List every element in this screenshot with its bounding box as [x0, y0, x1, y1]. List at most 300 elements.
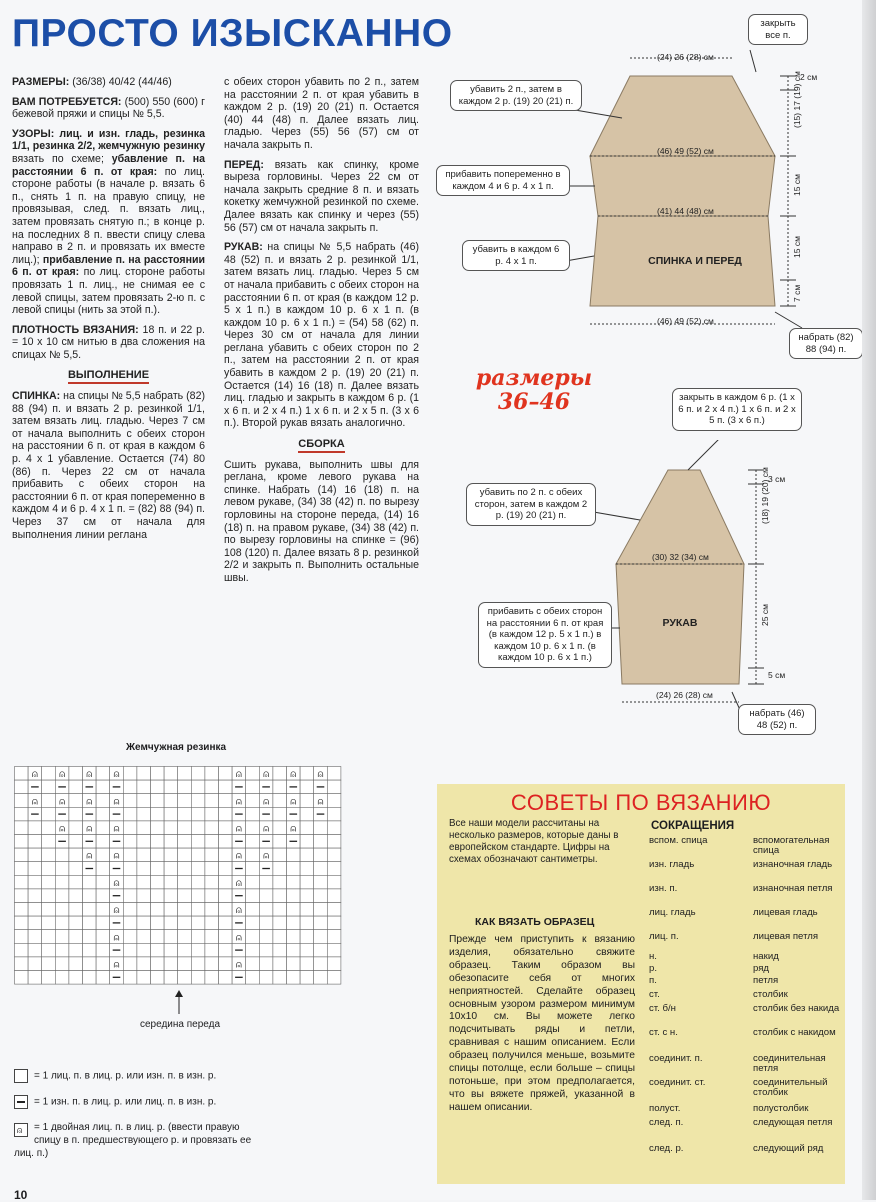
- chart-cell: [246, 848, 260, 862]
- chart-cell: [246, 767, 260, 781]
- chart-cell: [42, 889, 56, 903]
- knit-symbol-icon: [14, 1069, 28, 1083]
- chart-cell: [287, 930, 301, 944]
- chart-cell: [83, 943, 97, 957]
- abbr-short: след. п.: [649, 1117, 684, 1128]
- chart-cell: [287, 875, 301, 889]
- chart-cell: [246, 916, 260, 930]
- callout-pointer: [688, 440, 720, 470]
- chart-cell: [164, 780, 178, 794]
- double-knit-symbol-icon: ⍝: [263, 769, 270, 781]
- chart-cell: [178, 767, 192, 781]
- back-continuation-paragraph: с обеих сторон убавить по 2 п., затем на расстоянии 2 п. от края убавить в каждом 2 р. (19) 20 (21) п. Остается (40) 44 (48) п. Далее вязать лиц. гладью. Через (55) 56 (57) см от начала закрыть п.: [224, 76, 419, 151]
- body-height-low: 15 см: [792, 236, 802, 258]
- chart-cell: [137, 971, 151, 985]
- chart-cell: [178, 862, 192, 876]
- sizes-banner-line2: 36–46: [497, 389, 571, 415]
- chart-cell: [327, 780, 341, 794]
- chart-cell: [55, 848, 69, 862]
- chart-cell: [151, 794, 165, 808]
- double-knit-symbol-icon: ⍝: [113, 959, 120, 971]
- double-knit-symbol-icon: ⍝: [86, 850, 93, 862]
- chart-cell: [300, 821, 314, 835]
- sleeve-cap-shape: [616, 470, 744, 564]
- abbr-full: столбик с накидом: [753, 1027, 836, 1038]
- chart-center-label: середина переда: [140, 1019, 221, 1030]
- abbr-full: следующая петля: [753, 1117, 833, 1128]
- legend-double: ⍝ = 1 двойная лиц. п. в лиц. р. (ввести правую спицу в п. предшествующего р. и провязать ее лиц. п.): [14, 1122, 252, 1159]
- sleeve-width: (30) 32 (34) см: [652, 552, 709, 562]
- chart-cell: [69, 916, 83, 930]
- double-knit-symbol-icon: ⍝: [31, 769, 38, 781]
- abbr-full: ряд: [753, 963, 770, 974]
- chart-cell: [314, 875, 328, 889]
- chart-cell: [137, 903, 151, 917]
- chart-cell: [205, 794, 219, 808]
- chart-cell: [178, 848, 192, 862]
- abbr-full: следующий ряд: [753, 1143, 824, 1154]
- chart-cell: [15, 848, 29, 862]
- chart-cell: [137, 862, 151, 876]
- chart-cell: [191, 875, 205, 889]
- execution-heading: ВЫПОЛНЕНИЕ: [12, 369, 205, 382]
- chart-cell: [327, 903, 341, 917]
- chart-cell: [96, 957, 110, 971]
- chart-cell: [191, 889, 205, 903]
- chart-cell: [287, 957, 301, 971]
- chart-cell: [327, 957, 341, 971]
- chart-cell: [55, 903, 69, 917]
- chart-cell: [300, 889, 314, 903]
- chart-cell: [42, 807, 56, 821]
- body-yoke-shape: [590, 76, 775, 156]
- chart-cell: [42, 943, 56, 957]
- chart-cell: [259, 903, 273, 917]
- chart-cell: [178, 889, 192, 903]
- chart-cell: [15, 903, 29, 917]
- tips-intro: Все наши модели рассчитаны на несколько размеров, которые даны в европейском стандарте. Цифры на схемах обозначают сантиметры.: [449, 818, 619, 865]
- callout-pointer: [775, 312, 802, 328]
- double-knit-symbol-icon: ⍝: [235, 959, 242, 971]
- chart-cell: [96, 903, 110, 917]
- double-knit-symbol-icon: ⍝: [290, 769, 297, 781]
- double-knit-symbol-icon: ⍝: [113, 877, 120, 889]
- sleeve-callout-close: закрыть в каждом 6 р. (1 x 6 п. и 2 x 4 п.) 1 x 6 п. и 2 x 5 п. (3 x 6 п.): [672, 388, 802, 431]
- body-panel-label: СПИНКА И ПЕРЕД: [648, 255, 742, 267]
- chart-cell: [69, 889, 83, 903]
- chart-cell: [96, 767, 110, 781]
- chart-cell: [205, 930, 219, 944]
- chart-cell: [15, 943, 29, 957]
- chart-cell: [300, 807, 314, 821]
- chart-cell: [327, 862, 341, 876]
- chart-cell: [137, 875, 151, 889]
- double-knit-symbol-icon: ⍝: [113, 850, 120, 862]
- chart-cell: [300, 943, 314, 957]
- chart-cell: [273, 957, 287, 971]
- abbr-heading: СОКРАЩЕНИЯ: [651, 820, 735, 832]
- body-callout-caston: набрать (82) 88 (94) п.: [789, 328, 863, 359]
- chart-cell: [83, 971, 97, 985]
- chart-cell: [55, 875, 69, 889]
- body-bottom-width: (46) 49 (52) см: [657, 316, 714, 326]
- chart-cell: [123, 957, 137, 971]
- chart-cell: [327, 767, 341, 781]
- double-knit-symbol-icon: ⍝: [235, 877, 242, 889]
- chart-cell: [205, 889, 219, 903]
- chart-cell: [314, 848, 328, 862]
- chart-cell: [219, 916, 233, 930]
- chart-cell: [259, 971, 273, 985]
- chart-cell: [219, 971, 233, 985]
- instructions-left-column: [12, 76, 205, 548]
- chart-cell: [123, 971, 137, 985]
- legend-purl: = 1 изн. п. в лиц. р. или лиц. п. в изн. р.: [14, 1095, 216, 1109]
- abbr-short: полуст.: [649, 1103, 681, 1114]
- body-callout-raglan: убавить 2 п., затем в каждом 2 р. (19) 20 (21) п.: [450, 80, 582, 111]
- body-callout-close: закрыть все п.: [748, 14, 808, 45]
- body-callout-increase: прибавить попеременно в каждом 4 и 6 р. 4 x 1 п.: [436, 165, 570, 196]
- sleeve-panel-label: РУКАВ: [662, 617, 698, 629]
- chart-cell: [178, 780, 192, 794]
- chart-cell: [42, 930, 56, 944]
- abbr-short: соединит. ст.: [649, 1077, 706, 1088]
- chart-cell: [191, 903, 205, 917]
- chart-cell: [219, 903, 233, 917]
- chart-cell: [137, 835, 151, 849]
- chart-cell: [96, 862, 110, 876]
- chart-cell: [96, 848, 110, 862]
- chart-cell: [219, 930, 233, 944]
- chart-cell: [69, 903, 83, 917]
- chart-cell: [178, 807, 192, 821]
- chart-cell: [273, 807, 287, 821]
- chart-cell: [246, 835, 260, 849]
- chart-cell: [42, 780, 56, 794]
- chart-cell: [287, 862, 301, 876]
- chart-cell: [42, 916, 56, 930]
- abbr-short: ст.: [649, 989, 660, 1000]
- chart-cell: [28, 875, 42, 889]
- sleeve-height-raglan: (18) 19 (20) см: [760, 467, 770, 524]
- chart-cell: [83, 916, 97, 930]
- chart-cell: [205, 903, 219, 917]
- double-knit-symbol-icon: ⍝: [113, 905, 120, 917]
- sleeve-bottom-width: (24) 26 (28) см: [656, 690, 713, 700]
- abbr-short: ст. б/н: [649, 1003, 676, 1014]
- chart-cell: [164, 767, 178, 781]
- chart-cell: [273, 916, 287, 930]
- abbr-full: лицевая гладь: [753, 907, 818, 918]
- chart-cell: [219, 862, 233, 876]
- chart-cell: [219, 957, 233, 971]
- chart-cell: [205, 862, 219, 876]
- stitch-chart: [14, 766, 344, 988]
- chart-cell: [314, 930, 328, 944]
- chart-cell: [327, 794, 341, 808]
- chart-cell: [42, 835, 56, 849]
- chart-cell: [151, 930, 165, 944]
- double-knit-symbol-icon: ⍝: [235, 796, 242, 808]
- chart-cell: [15, 916, 29, 930]
- assembly-paragraph: Сшить рукава, выполнить швы для реглана, кроме левого рукава на спинке. Набрать (14) 16 (18) п. на левом рукаве, (34) 38 (42) п. по вырезу горловины на стороне переда, (14) 16 (18) п. на правом рукаве, (34) 38 (42) п. по вырезу горловины на спинке = (96) 108 (120) п. Далее вязать 8 р. резинкой 2/2 и закрыть п. Выполнить остальные швы.: [224, 458, 419, 584]
- materials-paragraph: ВАМ ПОТРЕБУЕТСЯ: (500) 550 (600) г бежевой пряжи и спицы № 5,5.: [12, 95, 205, 121]
- chart-cell: [178, 971, 192, 985]
- abbr-full: изнаночная гладь: [753, 859, 833, 870]
- chart-cell: [55, 930, 69, 944]
- chart-cell: [137, 821, 151, 835]
- chart-cell: [55, 943, 69, 957]
- chart-cell: [178, 930, 192, 944]
- chart-cell: [15, 889, 29, 903]
- chart-cell: [246, 903, 260, 917]
- chart-cell: [164, 821, 178, 835]
- chart-cell: [191, 794, 205, 808]
- chart-cell: [246, 780, 260, 794]
- chart-cell: [205, 943, 219, 957]
- chart-cell: [15, 875, 29, 889]
- tips-howto-heading: КАК ВЯЗАТЬ ОБРАЗЕЦ: [475, 916, 595, 928]
- chart-cell: [191, 916, 205, 930]
- chart-cell: [273, 862, 287, 876]
- chart-cell: [259, 957, 273, 971]
- chart-cell: [287, 943, 301, 957]
- abbr-full: накид: [753, 951, 779, 962]
- chart-cell: [137, 780, 151, 794]
- chart-cell: [287, 971, 301, 985]
- chart-cell: [55, 862, 69, 876]
- chart-cell: [259, 889, 273, 903]
- abbr-short: след. р.: [649, 1143, 684, 1154]
- chart-cell: [300, 916, 314, 930]
- chart-cell: [178, 903, 192, 917]
- chart-cell: [123, 821, 137, 835]
- abbr-short: лиц. п.: [649, 931, 679, 942]
- chart-cell: [151, 767, 165, 781]
- chart-cell: [178, 821, 192, 835]
- chart-cell: [246, 794, 260, 808]
- chart-cell: [137, 807, 151, 821]
- chart-cell: [273, 835, 287, 849]
- chart-cell: [219, 943, 233, 957]
- chart-cell: [83, 957, 97, 971]
- chart-cell: [151, 862, 165, 876]
- chart-cell: [151, 916, 165, 930]
- chart-cell: [314, 889, 328, 903]
- chart-cell: [123, 916, 137, 930]
- page-title: ПРОСТО ИЗЫСКАННО: [12, 12, 453, 55]
- chart-cell: [151, 835, 165, 849]
- chart-cell: [191, 807, 205, 821]
- chart-cell: [69, 821, 83, 835]
- chart-cell: [205, 821, 219, 835]
- chart-cell: [327, 889, 341, 903]
- tips-howto-text: Прежде чем приступить к вязанию изделия, обязательно свяжите образец. Таким образом вы обезопасите себя от многих неприятностей. Сделайте образец основным узором размером минимум 10x10 см. Вы можете легко подсчитывать ряды и петли, сравнивая с нашим описанием. Если образец получился меньше, возьмите спицы потолще, если больше – спицы потоньше, при этом предполагается, что вы вяжете пряжей, указанной в нашем описании.: [449, 934, 635, 1113]
- chart-cell: [300, 780, 314, 794]
- chart-cell: [178, 957, 192, 971]
- double-knit-symbol-icon: ⍝: [113, 932, 120, 944]
- double-knit-symbol-icon: ⍝: [263, 850, 270, 862]
- chart-cell: [137, 916, 151, 930]
- page-edge: [862, 0, 876, 1200]
- chart-cell: [151, 943, 165, 957]
- chart-cell: [178, 794, 192, 808]
- chart-cell: [219, 875, 233, 889]
- abbr-short: р.: [649, 963, 658, 974]
- chart-cell: [164, 971, 178, 985]
- chart-cell: [151, 957, 165, 971]
- sleeve-height-bottom: 5 см: [768, 670, 786, 680]
- chart-cell: [164, 794, 178, 808]
- chart-cell: [83, 930, 97, 944]
- chart-cell: [42, 862, 56, 876]
- chart-cell: [314, 916, 328, 930]
- chart-cell: [83, 903, 97, 917]
- chart-cell: [259, 875, 273, 889]
- chart-cell: [178, 835, 192, 849]
- abbr-full: лицевая петля: [753, 931, 819, 942]
- double-knit-symbol-icon: ⍝: [86, 796, 93, 808]
- chart-cell: [123, 903, 137, 917]
- chart-cell: [273, 889, 287, 903]
- chart-cell: [273, 971, 287, 985]
- chart-cell: [219, 835, 233, 849]
- chart-cell: [96, 780, 110, 794]
- chart-cell: [69, 957, 83, 971]
- chart-cell: [327, 835, 341, 849]
- chart-cell: [164, 862, 178, 876]
- chart-cell: [205, 835, 219, 849]
- chart-cell: [137, 889, 151, 903]
- tips-box: [437, 784, 845, 1184]
- chart-cell: [300, 875, 314, 889]
- chart-cell: [42, 794, 56, 808]
- chart-cell: [42, 821, 56, 835]
- patterns-paragraph: УЗОРЫ: лиц. и изн. гладь, резинка 1/1, резинка 2/2, жемчужную резинку вязать по схеме; убавление п. на расстоянии 6 п. от края: по лиц. стороне работы (в начале р. вязать 6 п., снять 1 п. на правую спицу, не провязывая, след. п. вязать лиц., затем провязать снятую п.; в конце р. на последних 8 п. ввести спицу слева направо в 2 п. и провязать их вместе лиц.); прибавление п. на расстоянии 6 п. от края: по лиц. стороне работы провязать 1 п. лиц., не снимая ее с левой спицы, затем провязать 2-ю п. с левой спицы (нить за этой п.).: [12, 127, 206, 317]
- abbr-full: полустолбик: [753, 1103, 809, 1114]
- chart-cell: [15, 957, 29, 971]
- abbr-full: петля: [753, 975, 779, 986]
- chart-cell: [300, 930, 314, 944]
- chart-cell: [96, 889, 110, 903]
- chart-cell: [205, 916, 219, 930]
- chart-cell: [28, 835, 42, 849]
- chart-cell: [42, 903, 56, 917]
- chart-cell: [69, 807, 83, 821]
- chart-cell: [219, 767, 233, 781]
- chart-cell: [273, 794, 287, 808]
- chart-cell: [273, 780, 287, 794]
- chart-cell: [273, 821, 287, 835]
- chart-cell: [151, 875, 165, 889]
- chart-cell: [273, 943, 287, 957]
- chart-cell: [246, 862, 260, 876]
- sleeve-height-top: 3 см: [768, 474, 786, 484]
- chart-cell: [314, 821, 328, 835]
- chart-cell: [151, 971, 165, 985]
- chart-cell: [205, 807, 219, 821]
- chart-cell: [69, 835, 83, 849]
- chart-cell: [28, 821, 42, 835]
- abbr-short: лиц. гладь: [649, 907, 696, 918]
- chart-cell: [123, 767, 137, 781]
- chart-cell: [191, 821, 205, 835]
- chart-cell: [287, 903, 301, 917]
- sleeve-callout-raglan: убавить по 2 п. с обеих сторон, затем в каждом 2 р. (19) 20 (21) п.: [466, 483, 596, 526]
- chart-cell: [300, 848, 314, 862]
- chart-cell: [314, 971, 328, 985]
- chart-cell: [137, 943, 151, 957]
- chart-cell: [300, 794, 314, 808]
- chart-cell: [151, 780, 165, 794]
- double-knit-symbol-icon: ⍝: [31, 796, 38, 808]
- chart-cell: [96, 794, 110, 808]
- chart-cell: [83, 875, 97, 889]
- chart-cell: [96, 971, 110, 985]
- chart-cell: [164, 807, 178, 821]
- chart-cell: [137, 794, 151, 808]
- body-waist-width: (41) 44 (48) см: [657, 206, 714, 216]
- double-knit-symbol-icon: ⍝: [113, 796, 120, 808]
- double-knit-symbol-icon: ⍝: [113, 769, 120, 781]
- chart-cell: [15, 821, 29, 835]
- chart-cell: [151, 821, 165, 835]
- chart-cell: [164, 957, 178, 971]
- chart-cell: [178, 943, 192, 957]
- double-knit-symbol-icon: ⍝: [290, 823, 297, 835]
- chart-cell: [259, 916, 273, 930]
- chart-cell: [246, 807, 260, 821]
- chart-cell: [69, 794, 83, 808]
- chart-cell: [205, 780, 219, 794]
- double-knit-symbol-icon: ⍝: [86, 769, 93, 781]
- chart-cell: [96, 835, 110, 849]
- chart-cell: [273, 903, 287, 917]
- chart-cell: [273, 767, 287, 781]
- body-height-top: 2 см: [800, 72, 818, 82]
- chart-cell: [137, 957, 151, 971]
- chart-cell: [123, 794, 137, 808]
- double-knit-symbol-icon: ⍝: [235, 769, 242, 781]
- chart-cell: [327, 848, 341, 862]
- chart-cell: [287, 916, 301, 930]
- purl-symbol-icon: [14, 1095, 28, 1109]
- body-chest-width: (46) 49 (52) см: [657, 146, 714, 156]
- abbr-short: соединит. п.: [649, 1053, 703, 1064]
- chart-cell: [287, 848, 301, 862]
- chart-cell: [123, 862, 137, 876]
- chart-cell: [287, 889, 301, 903]
- sleeve-callout-caston: набрать (46) 48 (52) п.: [738, 704, 816, 735]
- double-knit-symbol-icon: ⍝: [14, 1123, 28, 1137]
- chart-cell: [314, 862, 328, 876]
- chart-cell: [69, 930, 83, 944]
- abbr-full: соединительный столбик: [753, 1077, 828, 1099]
- chart-cell: [205, 875, 219, 889]
- chart-cell: [123, 930, 137, 944]
- chart-cell: [191, 767, 205, 781]
- chart-cell: [327, 821, 341, 835]
- chart-cell: [123, 835, 137, 849]
- abbr-full: соединительная петля: [753, 1053, 826, 1075]
- double-knit-symbol-icon: ⍝: [235, 905, 242, 917]
- chart-cell: [123, 889, 137, 903]
- abbr-full: вспомогательная спица: [753, 835, 830, 857]
- back-paragraph: СПИНКА: на спицы № 5,5 набрать (82) 88 (94) п. и вязать 2 р. резинкой 1/1, затем вязать лиц. гладью. Через 7 см от начала выполнить с обеих сторон на расстоянии 6 п. от края в каждом 6 р. 4 x 1 убавление. Остается (74) 80 (86) п. Через 22 см от начала прибавить с обеих сторон на расстоянии 6 п. от края попеременно в каждом 4 и 6 р. 4 x 1 п. = (82) 88 (94) п. Через 37 см от начала для выполнения линии реглана: [12, 390, 205, 541]
- chart-cell: [219, 794, 233, 808]
- chart-cell: [164, 889, 178, 903]
- chart-cell: [96, 930, 110, 944]
